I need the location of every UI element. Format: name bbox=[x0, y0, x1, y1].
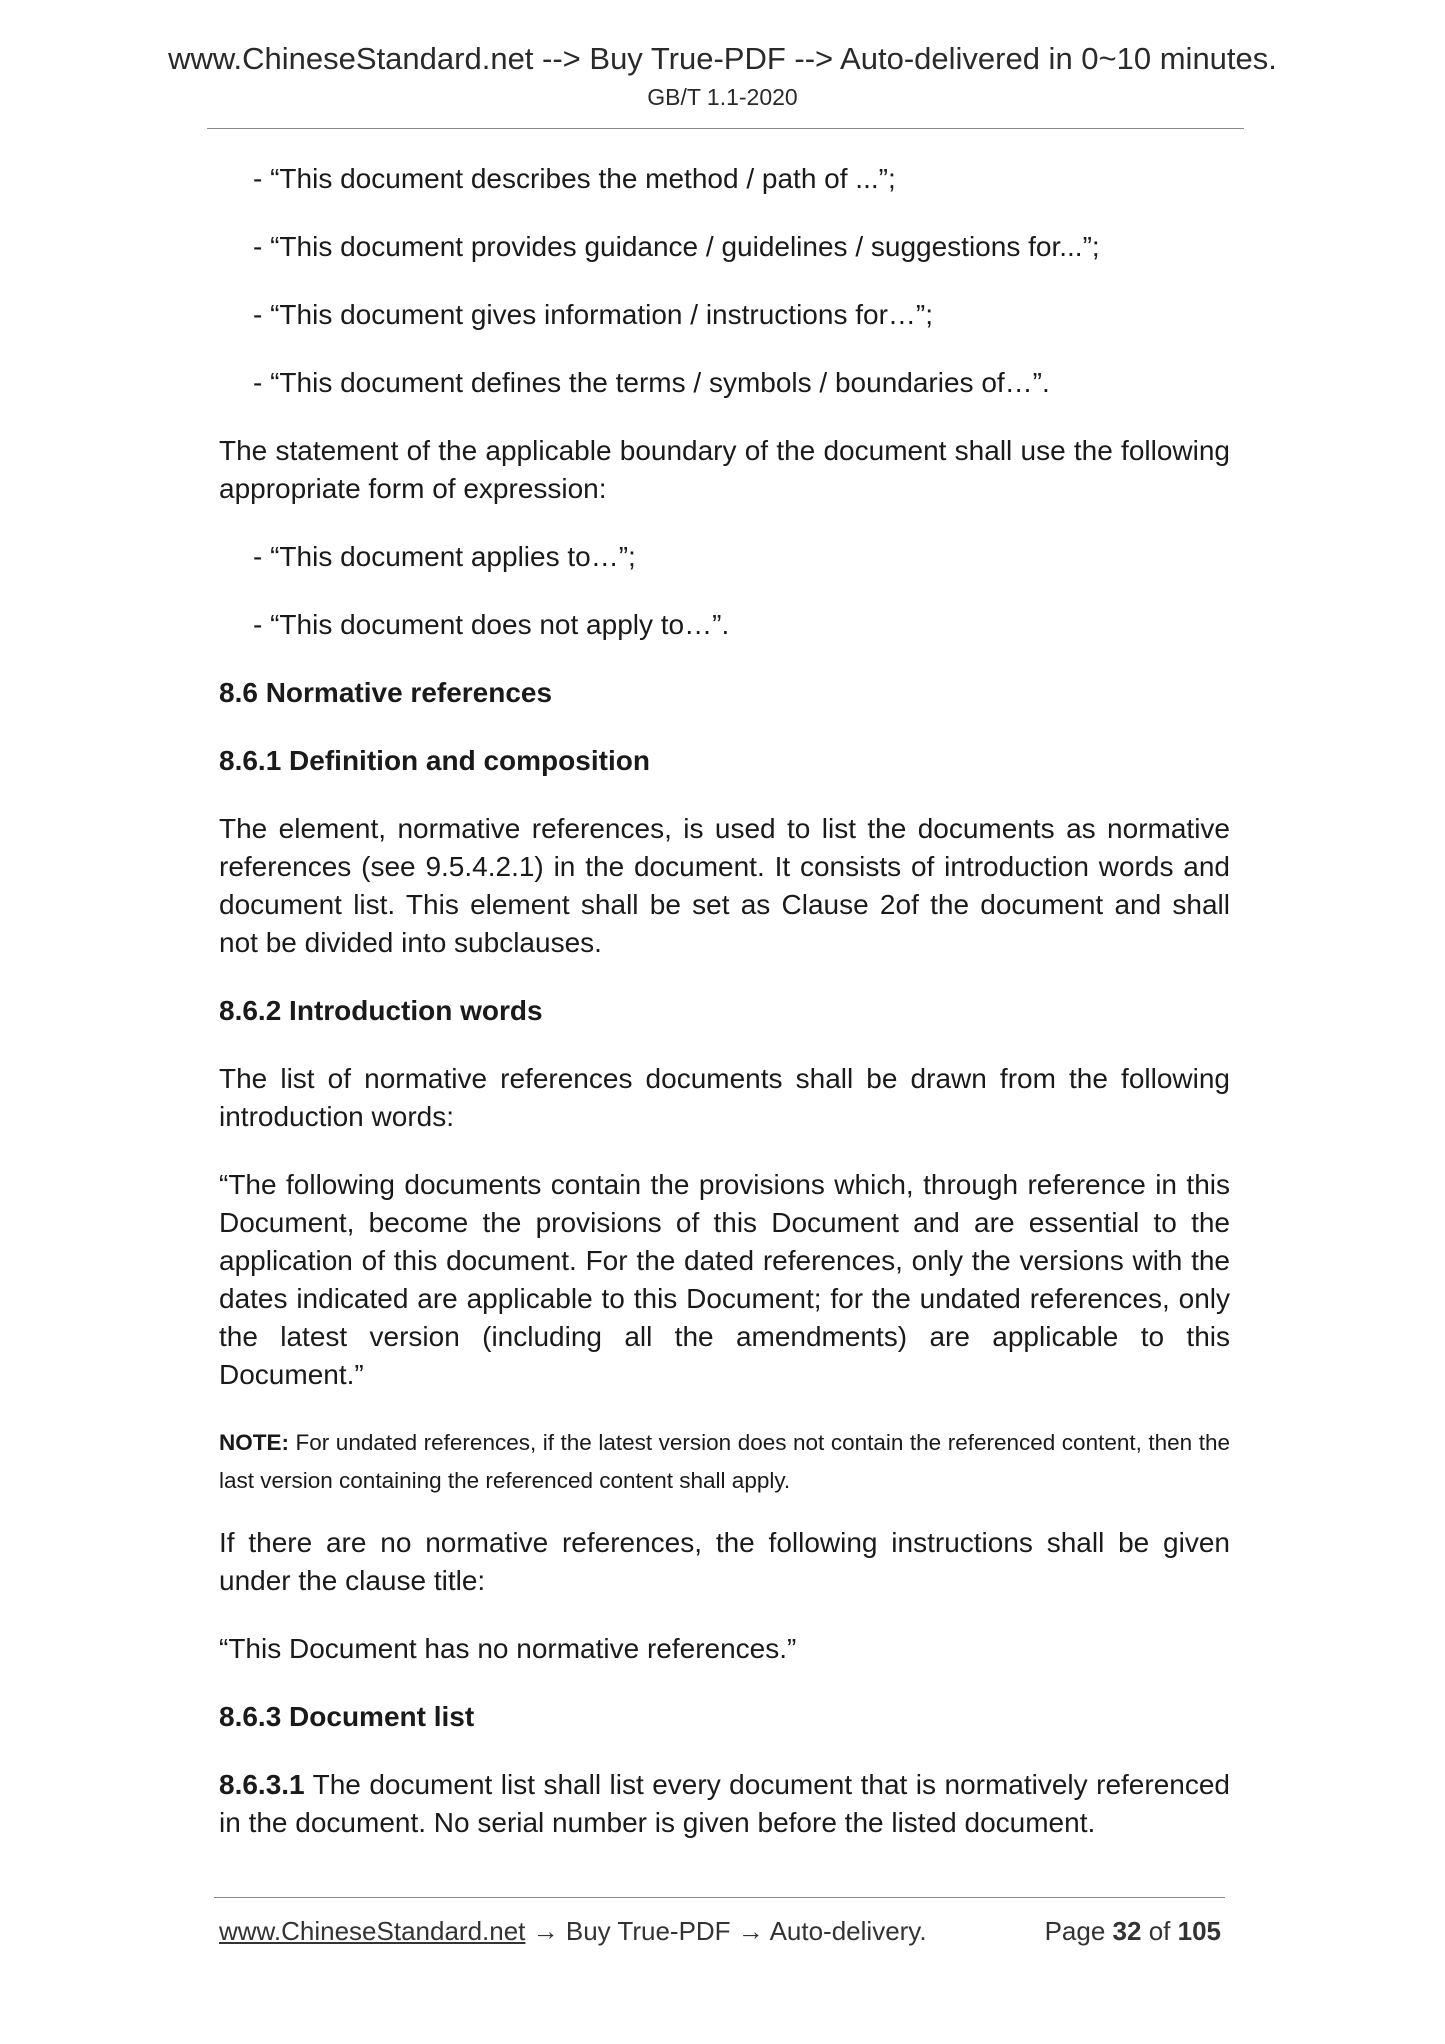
total-pages: 105 bbox=[1177, 1916, 1221, 1946]
section-heading-8-6-2: 8.6.2 Introduction words bbox=[219, 995, 543, 1026]
no-references-paragraph: If there are no normative references, the following instructions shall be given under the clause title: bbox=[219, 1527, 1230, 1596]
introduction-quote: “The following documents contain the provisions which, through reference in this Document, become the provisions of this Document and are essential to the application of this document. For the dated references, only the versions with the dates indicated are applicable to this Document; for the undated references, only the latest version (including all the amendments) are applicable to this Document.” bbox=[219, 1169, 1230, 1390]
page-label: Page bbox=[1044, 1916, 1106, 1946]
scope-bullet: - “This document defines the terms / symbols / boundaries of…”. bbox=[253, 367, 1050, 398]
header-banner: www.ChineseStandard.net --> Buy True-PDF --> Auto-delivered in 0~10 minutes. bbox=[168, 41, 1277, 76]
no-references-quote: “This Document has no normative references.” bbox=[219, 1633, 797, 1664]
applicability-bullet: - “This document applies to…”; bbox=[253, 541, 636, 572]
applicability-bullet: - “This document does not apply to…”. bbox=[253, 609, 730, 640]
page-indicator bbox=[1045, 1914, 1221, 1948]
header-divider bbox=[207, 128, 1244, 129]
note-label: NOTE: bbox=[219, 1430, 289, 1455]
introduction-paragraph: The list of normative references documents shall be drawn from the following introduction words: bbox=[219, 1063, 1230, 1132]
scope-bullet: - “This document describes the method / path of ...”; bbox=[253, 163, 896, 194]
boundary-paragraph: The statement of the applicable boundary of the document shall use the following appropriate form of expression: bbox=[219, 435, 1230, 504]
clause-number: 8.6.3.1 bbox=[219, 1769, 305, 1800]
page-header bbox=[0, 38, 1445, 112]
clause-text: The document list shall list every document that is normatively referenced in the document. No serial number is given before the listed document. bbox=[219, 1769, 1230, 1838]
note-text: For undated references, if the latest version does not contain the referenced content, then the last version containing the referenced content shall apply. bbox=[219, 1430, 1230, 1493]
section-heading-8-6-3: 8.6.3 Document list bbox=[219, 1701, 475, 1732]
note-paragraph bbox=[219, 1424, 1230, 1500]
clause-8-6-3-1 bbox=[219, 1766, 1230, 1842]
footer-tagline: → Buy True-PDF → Auto-delivery. bbox=[525, 1916, 927, 1946]
footer-promo bbox=[219, 1914, 927, 1948]
footer-divider bbox=[214, 1897, 1225, 1898]
standard-code: GB/T 1.1-2020 bbox=[647, 84, 798, 110]
section-heading-8-6: 8.6 Normative references bbox=[219, 677, 553, 708]
footer-site-link[interactable]: www.ChineseStandard.net bbox=[219, 1916, 526, 1946]
scope-bullet: - “This document gives information / instructions for…”; bbox=[253, 299, 934, 330]
of-label: of bbox=[1148, 1916, 1171, 1946]
section-heading-8-6-1: 8.6.1 Definition and composition bbox=[219, 745, 650, 776]
definition-paragraph: The element, normative references, is used to list the documents as normative references (see 9.5.4.2.1) in the document. It consists of introduction words and document list. This element shall be set as Clause 2of the document and shall not be divided into subclauses. bbox=[219, 813, 1230, 958]
page-number: 32 bbox=[1112, 1916, 1142, 1946]
document-body bbox=[219, 160, 1230, 1872]
scope-bullet: - “This document provides guidance / guidelines / suggestions for...”; bbox=[253, 231, 1100, 262]
